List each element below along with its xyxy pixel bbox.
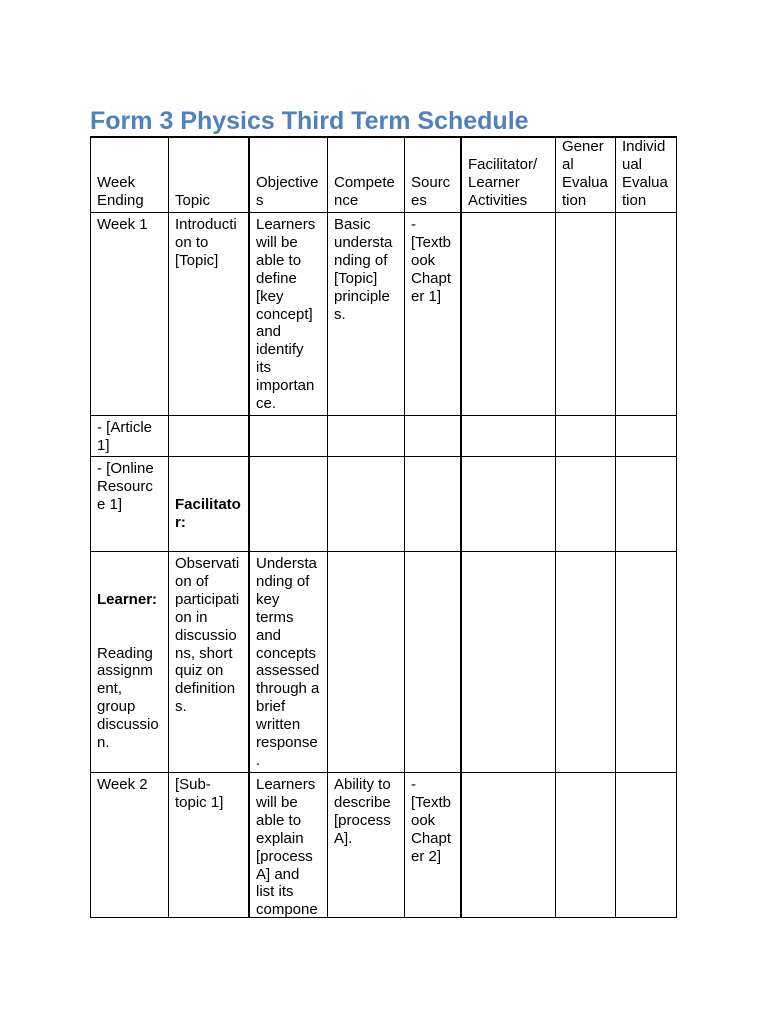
table-cell [250,457,328,552]
cell-bold-label: Facilitato r: [175,495,241,531]
table-cell [462,773,556,918]
table-cell [405,416,462,457]
table-cell [250,416,328,457]
table-cell [462,457,556,552]
table-cell [462,552,556,773]
table-cell: Learners will be able to explain [process A] and list its compone [250,773,328,918]
table-cell [90,552,169,773]
table-cell: Ability to describe [process A]. [328,773,405,918]
header-label: Objective s [256,174,319,210]
table-cell: - [Article 1] [90,416,169,457]
table-cell [616,773,677,918]
table-cell [556,457,616,552]
table-cell: Introducti on to [Topic] [169,213,250,416]
header-label: Week Ending [97,174,144,210]
document-title: Form 3 Physics Third Term Schedule [90,107,529,135]
table-cell [616,552,677,773]
table-cell [169,457,250,552]
header-label: Gener al Evalua tion [562,138,608,210]
table-cell [616,213,677,416]
header-label: Topic [175,192,211,210]
header-facilitator-learner-activities [462,136,556,213]
table-cell: Learners will be able to define [key concept] and identify its importan ce. [250,213,328,416]
table-cell: - [Online Resourc e 1] [90,457,169,552]
cell-bold-label: Learner: [97,590,158,608]
table-cell [405,552,462,773]
table-cell: Understa nding of key terms and concepts assessed through a brief written response . [250,552,328,773]
table-cell [462,416,556,457]
table-cell [328,416,405,457]
table-cell [556,213,616,416]
table-cell: Basic understa nding of [Topic] principle s. [328,213,405,416]
header-general-evaluation [556,136,616,213]
header-competence [328,136,405,213]
table-cell: Observati on of participati on in discussio ns, short quiz on definition s. [169,552,250,773]
header-label: Compete nce [334,174,395,210]
table-cell [169,416,250,457]
table-cell [462,213,556,416]
schedule-table [90,136,677,918]
header-sources [405,136,462,213]
header-topic [169,136,250,213]
header-label: Individ ual Evalua tion [622,138,668,210]
table-cell: [Sub- topic 1] [169,773,250,918]
header-objectives [250,136,328,213]
table-cell [556,416,616,457]
table-cell: Week 1 [90,213,169,416]
table-cell: Week 2 [90,773,169,918]
header-label: Sourc es [411,174,451,210]
table-cell [328,552,405,773]
header-individual-evaluation [616,136,677,213]
table-cell [616,457,677,552]
table-cell [405,457,462,552]
header-label: Facilitator/ Learner Activities [468,156,538,210]
table-cell: - [Textb ook Chapt er 2] [405,773,462,918]
cell-text: Reading assignm ent, group discussio n. [97,644,159,752]
table-cell: - [Textb ook Chapt er 1] [405,213,462,416]
table-cell [556,773,616,918]
header-week-ending [90,136,169,213]
table-cell [328,457,405,552]
table-cell [556,552,616,773]
table-cell [616,416,677,457]
